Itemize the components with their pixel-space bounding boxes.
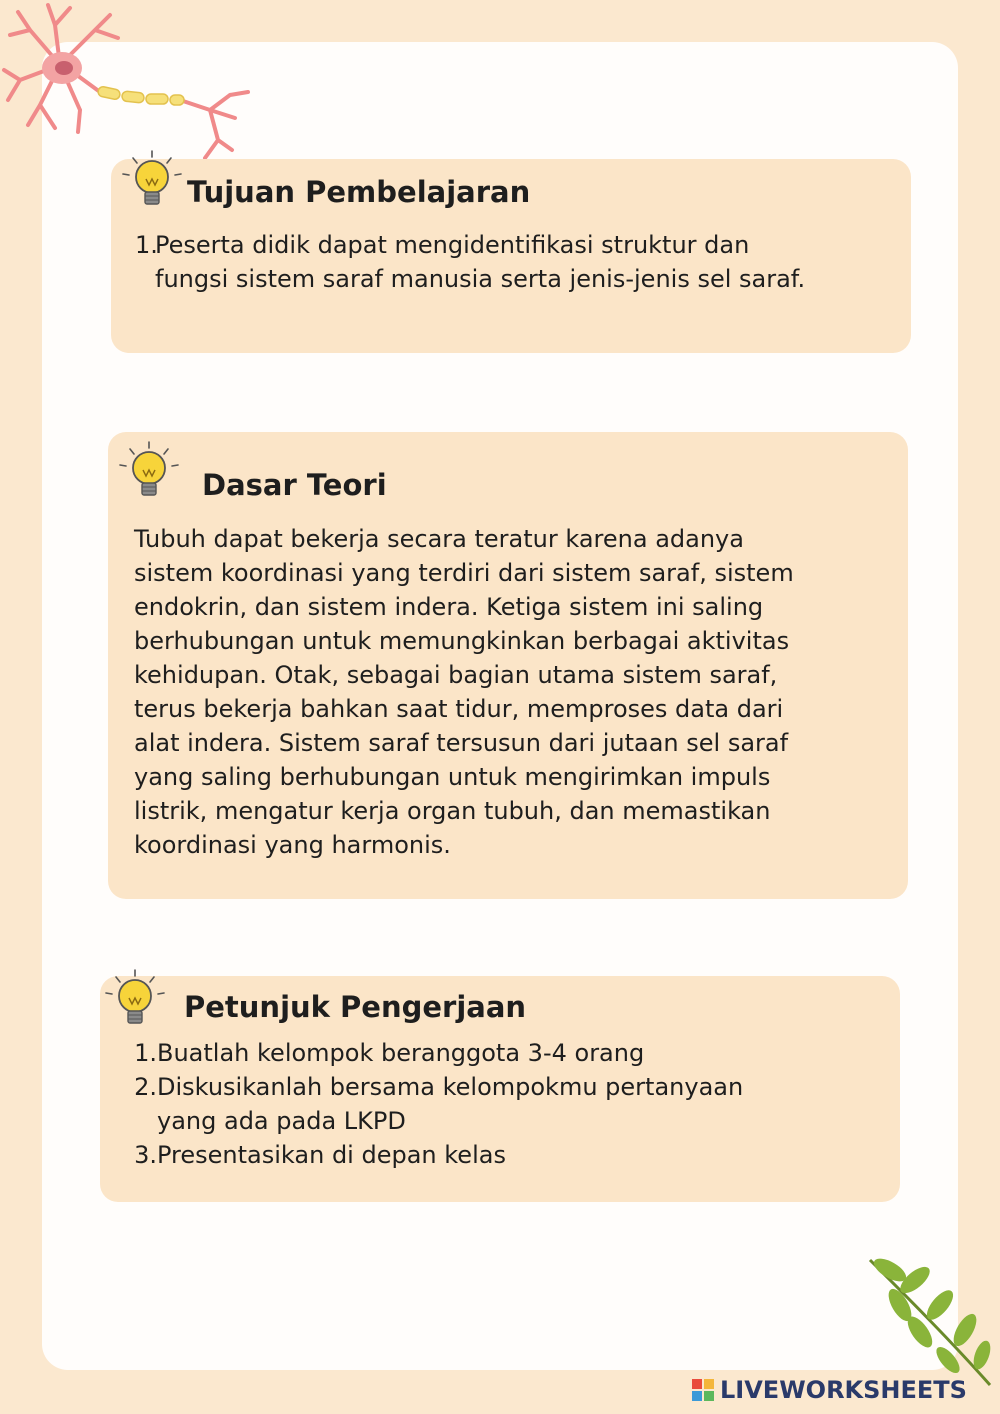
list-number: 2. [134, 1073, 157, 1101]
theory-paragraph [134, 522, 904, 862]
paragraph-line: kehidupan. Otak, sebagai bagian utama sistem saraf, [134, 661, 778, 689]
section-title: Dasar Teori [202, 468, 387, 502]
list-number: 3. [134, 1141, 157, 1169]
paragraph-line: berhubungan untuk memungkinkan berbagai aktivitas [134, 627, 790, 655]
section-dasar-teori [108, 432, 908, 899]
logo-text: LIVEWORKSHEETS [720, 1376, 967, 1404]
lightbulb-icon [117, 147, 187, 217]
paragraph-line: yang saling berhubungan untuk mengirimkan impuls [134, 763, 771, 791]
list-number: 1. [134, 1039, 157, 1067]
list-item-line: yang ada pada LKPD [157, 1107, 406, 1135]
section-title: Tujuan Pembelajaran [187, 175, 531, 209]
lightbulb-icon [100, 966, 170, 1036]
neuron-illustration [0, 0, 260, 170]
list-item-line: Diskusikanlah bersama kelompokmu pertanyaan [157, 1073, 744, 1101]
lightbulb-icon [114, 438, 184, 508]
liveworksheets-logo [692, 1374, 967, 1406]
objective-list [135, 228, 905, 296]
list-item-line: fungsi sistem saraf manusia serta jenis-jenis sel saraf. [155, 265, 806, 293]
instruction-list [130, 1036, 890, 1172]
section-petunjuk-pengerjaan [100, 976, 900, 1202]
list-item-line: Buatlah kelompok beranggota 3-4 orang [157, 1039, 645, 1067]
paragraph-line: alat indera. Sistem saraf tersusun dari jutaan sel saraf [134, 729, 789, 757]
section-tujuan-pembelajaran [111, 159, 911, 353]
list-item-line: Presentasikan di depan kelas [157, 1141, 506, 1169]
paragraph-line: sistem koordinasi yang terdiri dari sistem saraf, sistem [134, 559, 794, 587]
section-title: Petunjuk Pengerjaan [184, 990, 527, 1024]
list-item [130, 1070, 890, 1138]
list-item [130, 1036, 890, 1070]
list-number: 1. [135, 231, 158, 259]
paragraph-line: terus bekerja bahkan saat tidur, memproses data dari [134, 695, 784, 723]
liveworksheets-logo-icon [692, 1379, 714, 1401]
list-item [135, 228, 905, 296]
leaf-branch-illustration [860, 1250, 1000, 1390]
list-item [130, 1138, 890, 1172]
list-item-line: Peserta didik dapat mengidentifikasi struktur dan [155, 231, 750, 259]
paragraph-line: endokrin, dan sistem indera. Ketiga sistem ini saling [134, 593, 764, 621]
paragraph-line: Tubuh dapat bekerja secara teratur karena adanya [134, 525, 744, 553]
paragraph-line: listrik, mengatur kerja organ tubuh, dan memastikan [134, 797, 771, 825]
paragraph-line: koordinasi yang harmonis. [134, 831, 451, 859]
